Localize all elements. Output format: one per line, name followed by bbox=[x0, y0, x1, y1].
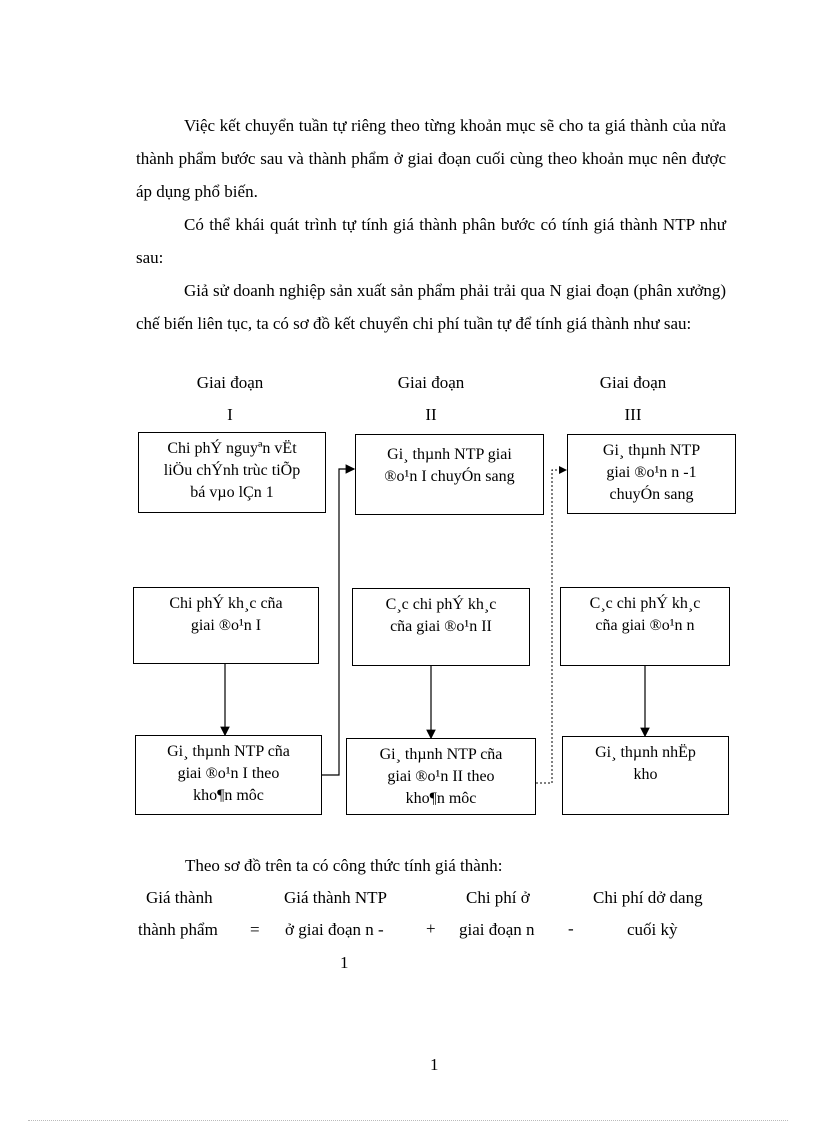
box-finished-goods-line-1: Gi¸ thµnh nhËp bbox=[595, 744, 696, 761]
box-other-cost-stage-1-line-1: Chi phÝ kh¸c cña bbox=[169, 595, 283, 612]
formula-plus: + bbox=[426, 919, 436, 938]
formula-term2-line1: Giá thành NTP bbox=[284, 888, 387, 907]
formula-term1-line1: Giá thành bbox=[146, 888, 213, 907]
box-ntp-cost-stage-1-line-3: kho¶n môc bbox=[193, 787, 264, 804]
box-other-cost-stage-n bbox=[560, 587, 730, 666]
box-ntp-transferred-stage-1 bbox=[355, 434, 544, 515]
box-ntp-transferred-stage-1-line-1: Gi¸ thµnh NTP giai bbox=[387, 446, 512, 463]
box-ntp-cost-stage-2 bbox=[346, 738, 536, 815]
box-raw-material-line-1: Chi phÝ nguyªn vËt bbox=[167, 440, 297, 457]
box-ntp-cost-stage-2-line-3: kho¶n môc bbox=[405, 790, 477, 807]
formula-term3-line2: giai đoạn n bbox=[459, 920, 535, 939]
box-other-cost-stage-2 bbox=[352, 588, 530, 666]
paragraph-1-text: Việc kết chuyển tuần tự riêng theo từng khoản mục sẽ cho ta giá thành của nửa thành phẩm bước sau và thành phẩm ở giai đoạn cuối cùng theo khoản mục nên được áp dụng phổ biến. bbox=[136, 116, 726, 201]
stage-3-numeral: III bbox=[624, 405, 642, 424]
stage-2-title: Giai đoạn bbox=[397, 373, 465, 392]
box-ntp-transferred-stage-n-1-line-2: giai ®o¹n n -1 bbox=[606, 464, 697, 481]
paragraph-3-text: Giả sử doanh nghiệp sản xuất sản phẩm phải trải qua N giai đoạn (phân xưởng) chế biến liên tục, ta có sơ đồ kết chuyển chi phí tuần tự để tính giá thành như sau: bbox=[136, 281, 726, 333]
formula-equals: = bbox=[250, 920, 260, 939]
box-ntp-transferred-stage-n-1-line-3: chuyÓn sang bbox=[609, 486, 694, 503]
box-ntp-transferred-stage-1-line-2: ®o¹n I chuyÓn sang bbox=[384, 468, 515, 485]
box-ntp-cost-stage-1-line-1: Gi¸ thµnh NTP cña bbox=[167, 743, 290, 760]
box-finished-goods-line-2: kho bbox=[633, 766, 658, 783]
box-raw-material-line-3: bá vµo lÇn 1 bbox=[190, 484, 274, 501]
formula-term4-line1: Chi phí dở dang bbox=[593, 888, 703, 907]
box-other-cost-stage-2-line-1: C¸c chi phÝ kh¸c bbox=[385, 596, 497, 613]
paragraph-2-text: Có thể khái quát trình tự tính giá thành phân bước có tính giá thành NTP như sau: bbox=[136, 215, 726, 267]
box-raw-material-cost bbox=[138, 432, 326, 513]
formula-term4-line2: cuối kỳ bbox=[627, 920, 678, 939]
box-other-cost-stage-2-line-2: cña giai ®o¹n II bbox=[390, 618, 492, 635]
formula-term2-line2: ở giai đoạn n - bbox=[285, 920, 384, 939]
box-other-cost-stage-1-line-2: giai ®o¹n I bbox=[190, 617, 262, 634]
stage-2-numeral: II bbox=[425, 405, 437, 424]
box-ntp-cost-stage-1-line-2: giai ®o¹n I theo bbox=[177, 765, 280, 782]
page-bottom-edge bbox=[28, 1120, 788, 1121]
formula-term3-line1: Chi phí ở bbox=[466, 888, 530, 907]
box-ntp-cost-stage-1 bbox=[135, 735, 322, 815]
formula-minus: - bbox=[568, 919, 574, 938]
box-other-cost-stage-1 bbox=[133, 587, 319, 664]
box-other-cost-stage-n-line-1: C¸c chi phÝ kh¸c bbox=[589, 595, 701, 612]
formula-intro: Theo sơ đồ trên ta có công thức tính giá thành: bbox=[185, 856, 503, 875]
stage-1-numeral: I bbox=[227, 405, 233, 424]
box-ntp-transferred-stage-n-1-line-1: Gi¸ thµnh NTP bbox=[602, 442, 701, 459]
box-finished-goods-cost bbox=[562, 736, 729, 815]
stage-3-title: Giai đoạn bbox=[599, 373, 667, 392]
box-ntp-transferred-stage-n-1 bbox=[567, 434, 736, 514]
formula-term1-line2: thành phẩm bbox=[138, 920, 218, 939]
stage-1-title: Giai đoạn bbox=[196, 373, 264, 392]
box-ntp-cost-stage-2-line-1: Gi¸ thµnh NTP cña bbox=[379, 746, 503, 763]
box-other-cost-stage-n-line-2: cña giai ®o¹n n bbox=[595, 617, 695, 634]
box-ntp-cost-stage-2-line-2: giai ®o¹n II theo bbox=[387, 768, 495, 785]
page-number: 1 bbox=[430, 1055, 439, 1074]
formula-term2-line3: 1 bbox=[340, 953, 349, 972]
box-raw-material-line-2: liÖu chÝnh trùc tiÕp bbox=[163, 462, 301, 479]
arrow-col1-bot-to-col2-top bbox=[322, 469, 354, 775]
